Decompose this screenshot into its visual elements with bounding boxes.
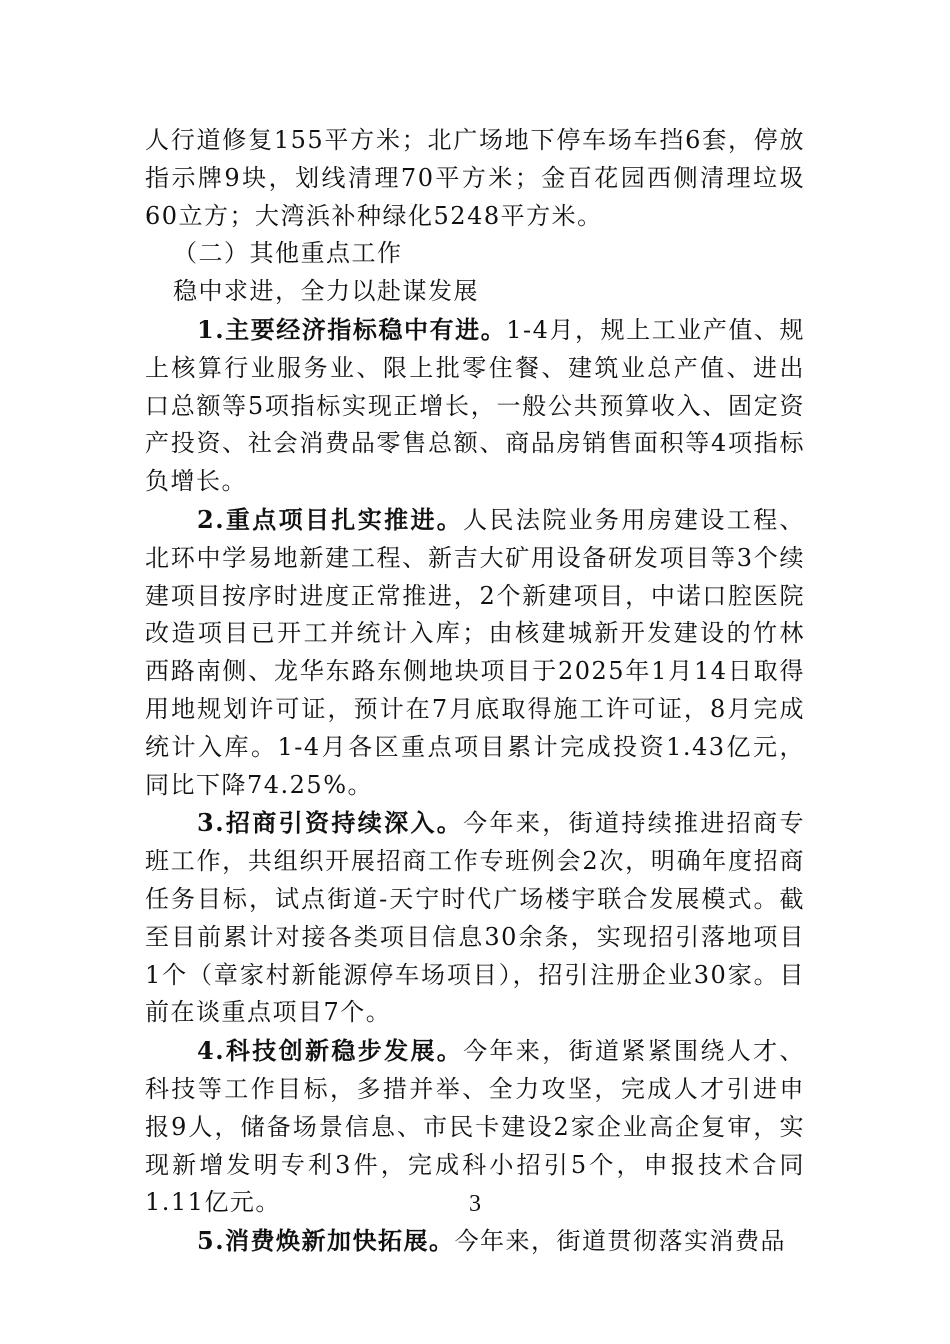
item-paragraph [145,804,805,1032]
item-lead: 4.科技创新稳步发展。 [197,1036,464,1066]
body-text [145,122,805,1261]
item-text: 今年来，街道持续推进招商专班工作，共组织开展招商工作专班例会2次，明确年度招商任务目标，试点街道-天宁时代广场楼宇联合发展模式。截至目前累计对接各类项目信息30余条，实现招引落地项目1个（章家村新能源停车场项目），招引注册企业30家。目前在谈重点项目7个。 [145,809,806,1027]
item-paragraph [145,311,805,501]
item-lead: 2.重点项目扎实推进。 [197,504,464,534]
page-number: 3 [469,1191,481,1217]
item-paragraph [145,501,805,804]
item-text: 人民法院业务用房建设工程、北环中学易地新建工程、新吉大矿用设备研发项目等3个续建项目按序时进度正常推进，2个新建项目，中诺口腔医院改造项目已开工并统计入库；由核建城新开发建设的竹林西路南侧、龙华东路东侧地块项目于2025年1月14日取得用地规划许可证，预计在7月底取得施工许可证，8月完成统计入库。1-4月各区重点项目累计完成投资1.43亿元，同比下降74.25%。 [145,505,806,799]
intro-paragraph: 人行道修复155平方米；北广场地下停车场车挡6套，停放指示牌9块，划线清理70平方米；金百花园西侧清理垃圾60立方；大湾浜补种绿化5248平方米。 [145,126,805,230]
item-lead: 3.招商引资持续深入。 [197,808,464,838]
item-lead: 1.主要经济指标稳中有进。 [197,314,507,344]
section-heading: （二）其他重点工作 [173,239,403,268]
item-text: 今年来，街道紧紧围绕人才、科技等工作目标，多措并举、全力攻坚，完成人才引进申报9人，储备场景信息、市民卡建设2家企业高企复审，实现新增发明专利3件，完成科小招引5个，申报技术合同1.11亿元。 [145,1037,806,1217]
item-paragraph [145,1222,805,1261]
item-text: 今年来，街道贯彻落实消费品 [454,1227,787,1256]
item-text: 1-4月，规上工业产值、规上核算行业服务业、限上批零住餐、建筑业总产值、进出口总额等5项指标实现正增长，一般公共预算收入、固定资产投资、社会消费品零售总额、商品房销售面积等4项指标负增长。 [145,315,805,496]
subheading: 稳中求进，全力以赴谋发展 [173,277,479,306]
item-lead: 5.消费焕新加快拓展。 [197,1226,455,1256]
